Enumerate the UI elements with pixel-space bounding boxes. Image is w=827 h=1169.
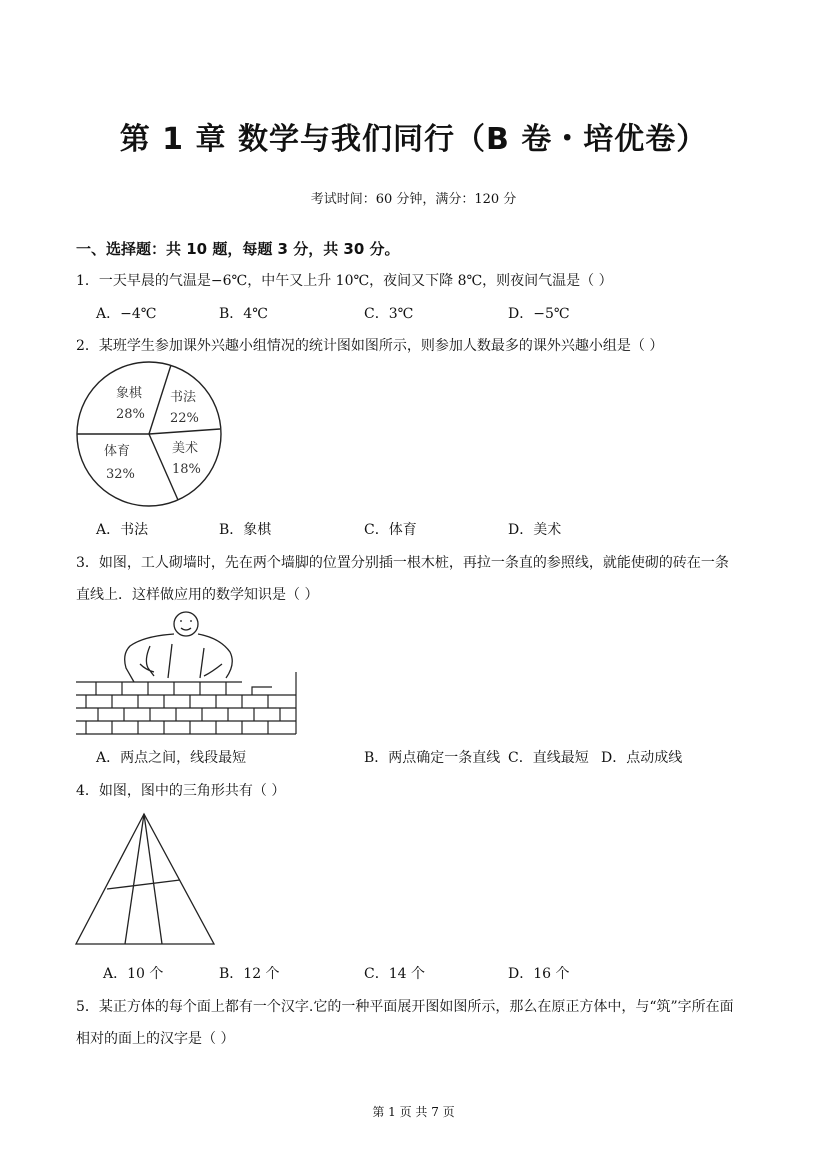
q1-option-d: D．−5℃ (508, 306, 570, 322)
inner-segment-2 (144, 814, 162, 944)
question-5-stem-line2: 相对的面上的汉字是（ ） (76, 1031, 235, 1047)
pie-value-shufa: 22% (170, 411, 199, 426)
q4-option-d: D．16 个 (508, 966, 570, 982)
q4-option-a: A．10 个 (103, 966, 164, 982)
question-3-stem-line1: 3．如图，工人砌墙时，先在两个墙脚的位置分别插一根木桩，再拉一条直的参照线，就能使砌的砖在一条 (76, 555, 729, 571)
pie-label-xiangqi: 象棋 (116, 386, 143, 401)
pie-value-tiyu: 32% (106, 467, 135, 482)
q2-option-b: B．象棋 (219, 522, 272, 538)
page-title: 第 1 章 数学与我们同行（B 卷・培优卷） (119, 122, 708, 157)
exam-info: 考试时间：60 分钟，满分：120 分 (310, 192, 517, 207)
worker-illustration (125, 612, 233, 682)
q1-option-b: B．4℃ (219, 306, 268, 322)
q1-option-c: C．3℃ (364, 306, 414, 322)
q3-option-a: A．两点之间，线段最短 (96, 750, 247, 766)
question-5-stem-line1: 5．某正方体的每个面上都有一个汉字.它的一种平面展开图如图所示，那么在原正方体中，与“筑”字所在面 (76, 999, 734, 1015)
triangle-figure (72, 808, 220, 950)
q2-option-a: A．书法 (96, 522, 149, 538)
pie-label-tiyu: 体育 (104, 444, 131, 459)
question-1-stem: 1．一天早晨的气温是−6℃，中午又上升 10℃，夜间又下降 8℃，则夜间气温是（ ） (76, 273, 613, 289)
pie-label-shufa: 书法 (170, 390, 197, 405)
brick-wall (76, 672, 296, 734)
outer-triangle (76, 814, 214, 944)
cross-segment (107, 880, 180, 889)
section-heading: 一、选择题：共 10 题，每题 3 分，共 30 分。 (76, 240, 400, 258)
q4-option-b: B．12 个 (219, 966, 280, 982)
pie-label-meishu: 美术 (172, 441, 199, 456)
q3-option-b: B．两点确定一条直线 (364, 750, 501, 766)
page-footer: 第 1 页 共 7 页 (372, 1105, 455, 1119)
question-4-stem: 4．如图，图中的三角形共有（ ） (76, 783, 286, 799)
pie-value-meishu: 18% (172, 462, 201, 477)
q2-option-c: C．体育 (364, 522, 417, 538)
q3-option-d: D．点动成线 (601, 750, 683, 766)
question-3-stem-line2: 直线上．这样做应用的数学知识是（ ） (76, 587, 319, 603)
q2-option-d: D．美术 (508, 522, 562, 538)
worker-brick-wall-figure (74, 608, 300, 738)
pie-value-xiangqi: 28% (116, 407, 145, 422)
q1-option-a: A．−4℃ (96, 306, 157, 322)
q4-option-c: C．14 个 (364, 966, 425, 982)
pie-chart (74, 360, 226, 510)
question-2-stem: 2．某班学生参加课外兴趣小组情况的统计图如图所示，则参加人数最多的课外兴趣小组是（ ） (76, 338, 664, 354)
q3-option-c: C．直线最短 (508, 750, 589, 766)
